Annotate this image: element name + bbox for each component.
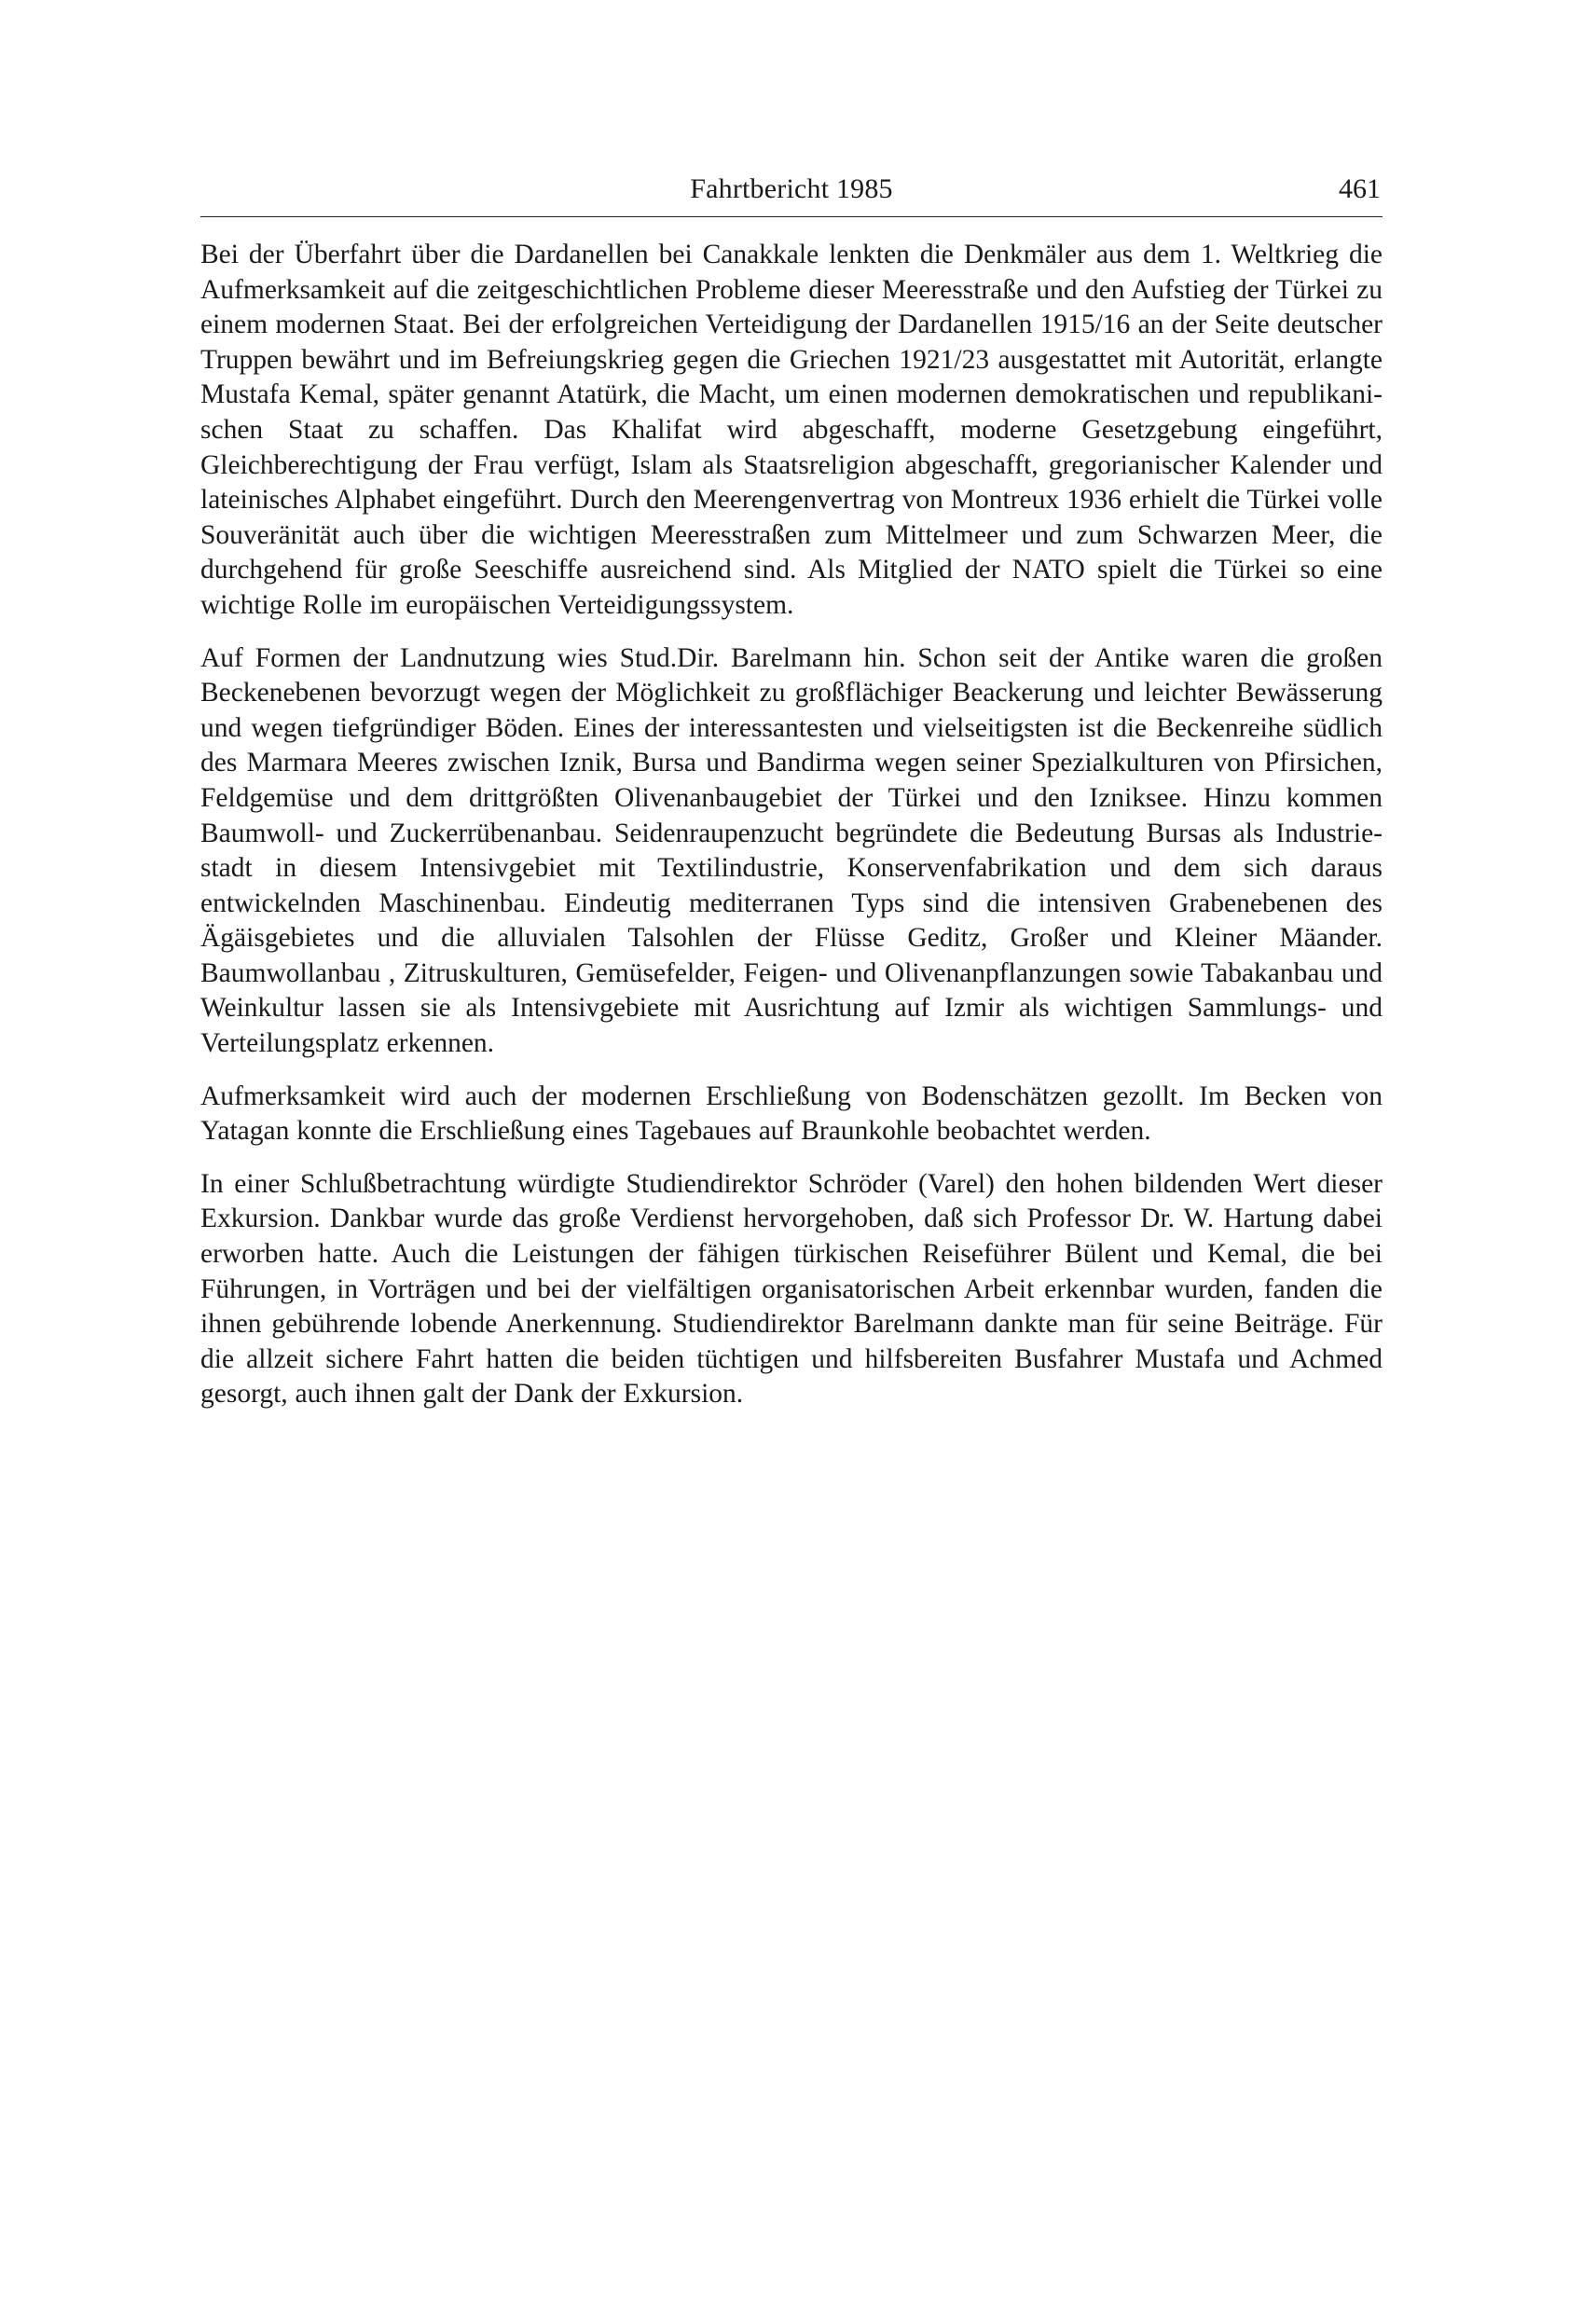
page-number: 461: [1339, 173, 1381, 204]
paragraph-landnutzung: Auf Formen der Landnutzung wies Stud.Dir. Barelmann hin. Schon seit der Antike waren die großen Beckenebenen bevorzugt wegen der Möglichkeit zu großflächiger Beackerung und leichter Bewässerung und wegen tiefgründiger Böden. Eines der interessantesten und vielseitigsten ist die Beckenreihe südlich des Marmara Meeres zwischen Iznik, Bursa und Bandirma wegen seiner Spezialkulturen von Pfirsichen, Feldgemüse und dem drittgrößten Olivenanbaugebiet der Türkei und den Izniksee. Hinzu kommen Baumwoll- und Zuckerrübenanbau. Seidenraupenzucht begründete die Bedeutung Bursas als Industriestadt in diesem Intensivgebiet mit Textilindustrie, Konservenfabrikation und dem sich daraus entwickelnden Maschinenbau. Eindeutig mediterranen Typs sind die intensiven Grabenebenen des Ägäisgebietes und die alluvialen Talsohlen der Flüsse Geditz, Großer und Kleiner Mäander. Baumwollanbau , Zitruskulturen, Gemüsefelder, Feigen- und Olivenanpflanzungen sowie Tabakanbau und Weinkultur lassen sie als Intensivgebiete mit Ausrichtung auf Izmir als wichtigen Sammlungs- und Verteilungsplatz erkennen.: [200, 642, 1383, 1059]
paragraph-schlussbetrachtung: In einer Schlußbetrachtung würdigte Studiendirektor Schröder (Varel) den hohen bildenden Wert dieser Exkursion. Dankbar wurde das große Verdienst hervorgehoben, daß sich Professor Dr. W. Hartung dabei erworben hatte. Auch die Leistungen der fähigen türkischen Reiseführer Bülent und Kemal, die bei Führungen, in Vorträgen und bei der vielfältigen organisatorischen Arbeit erkennbar wurden, fanden die ihnen gebührende lobende Anerkennung. Studiendirektor Barelmann dankte man für seine Beiträge. Für die allzeit sichere Fahrt hatten die beiden tüchtigen und hilfsbereiten Busfahrer Mustafa und Achmed gesorgt, auch ihnen galt der Dank der Exkursion.: [200, 1168, 1383, 1410]
paragraph-dardanellen: Bei der Überfahrt über die Dardanellen bei Canakkale lenkten die Denkmäler aus dem 1. Weltkrieg die Aufmerksamkeit auf die zeitgeschichtlichen Probleme dieser Meeresstraße und den Aufstieg der Türkei zu einem modernen Staat. Bei der erfolgreichen Verteidigung der Dardanellen 1915/16 an der Seite deutscher Truppen bewährt und im Befreiungskrieg gegen die Griechen 1921/23 ausgestattet mit Autorität, erlangte Mustafa Kemal, später genannt Atatürk, die Macht, um einen modernen demokratischen und republikanischen Staat zu schaffen. Das Khalifat wird abgeschafft, moderne Gesetzgebung eingeführt, Gleichberechtigung der Frau verfügt, Islam als Staatsreligion abgeschafft, gregorianischer Kalender und lateinisches Alphabet eingeführt. Durch den Meerengenvertrag von Montreux 1936 erhielt die Türkei volle Souveränität auch über die wichtigen Meeresstraßen zum Mittelmeer und zum Schwarzen Meer, die durchgehend für große Seeschiffe ausreichend sind. Als Mitglied der NATO spielt die Türkei so eine wichtige Rolle im europäischen Verteidigungssystem.: [200, 240, 1383, 620]
paragraph-bodenschaetze: Aufmerksamkeit wird auch der modernen Erschließung von Bodenschätzen gezollt. Im Becken von Yatagan konnte die Erschließung eines Tagebaues auf Braunkohle beobachtet werden.: [200, 1080, 1383, 1147]
header-rule: [200, 216, 1383, 217]
document-page: [200, 158, 1383, 1430]
running-header: [200, 158, 1383, 211]
body-text: [200, 238, 1383, 1412]
running-title: Fahrtbericht 1985: [690, 173, 893, 204]
